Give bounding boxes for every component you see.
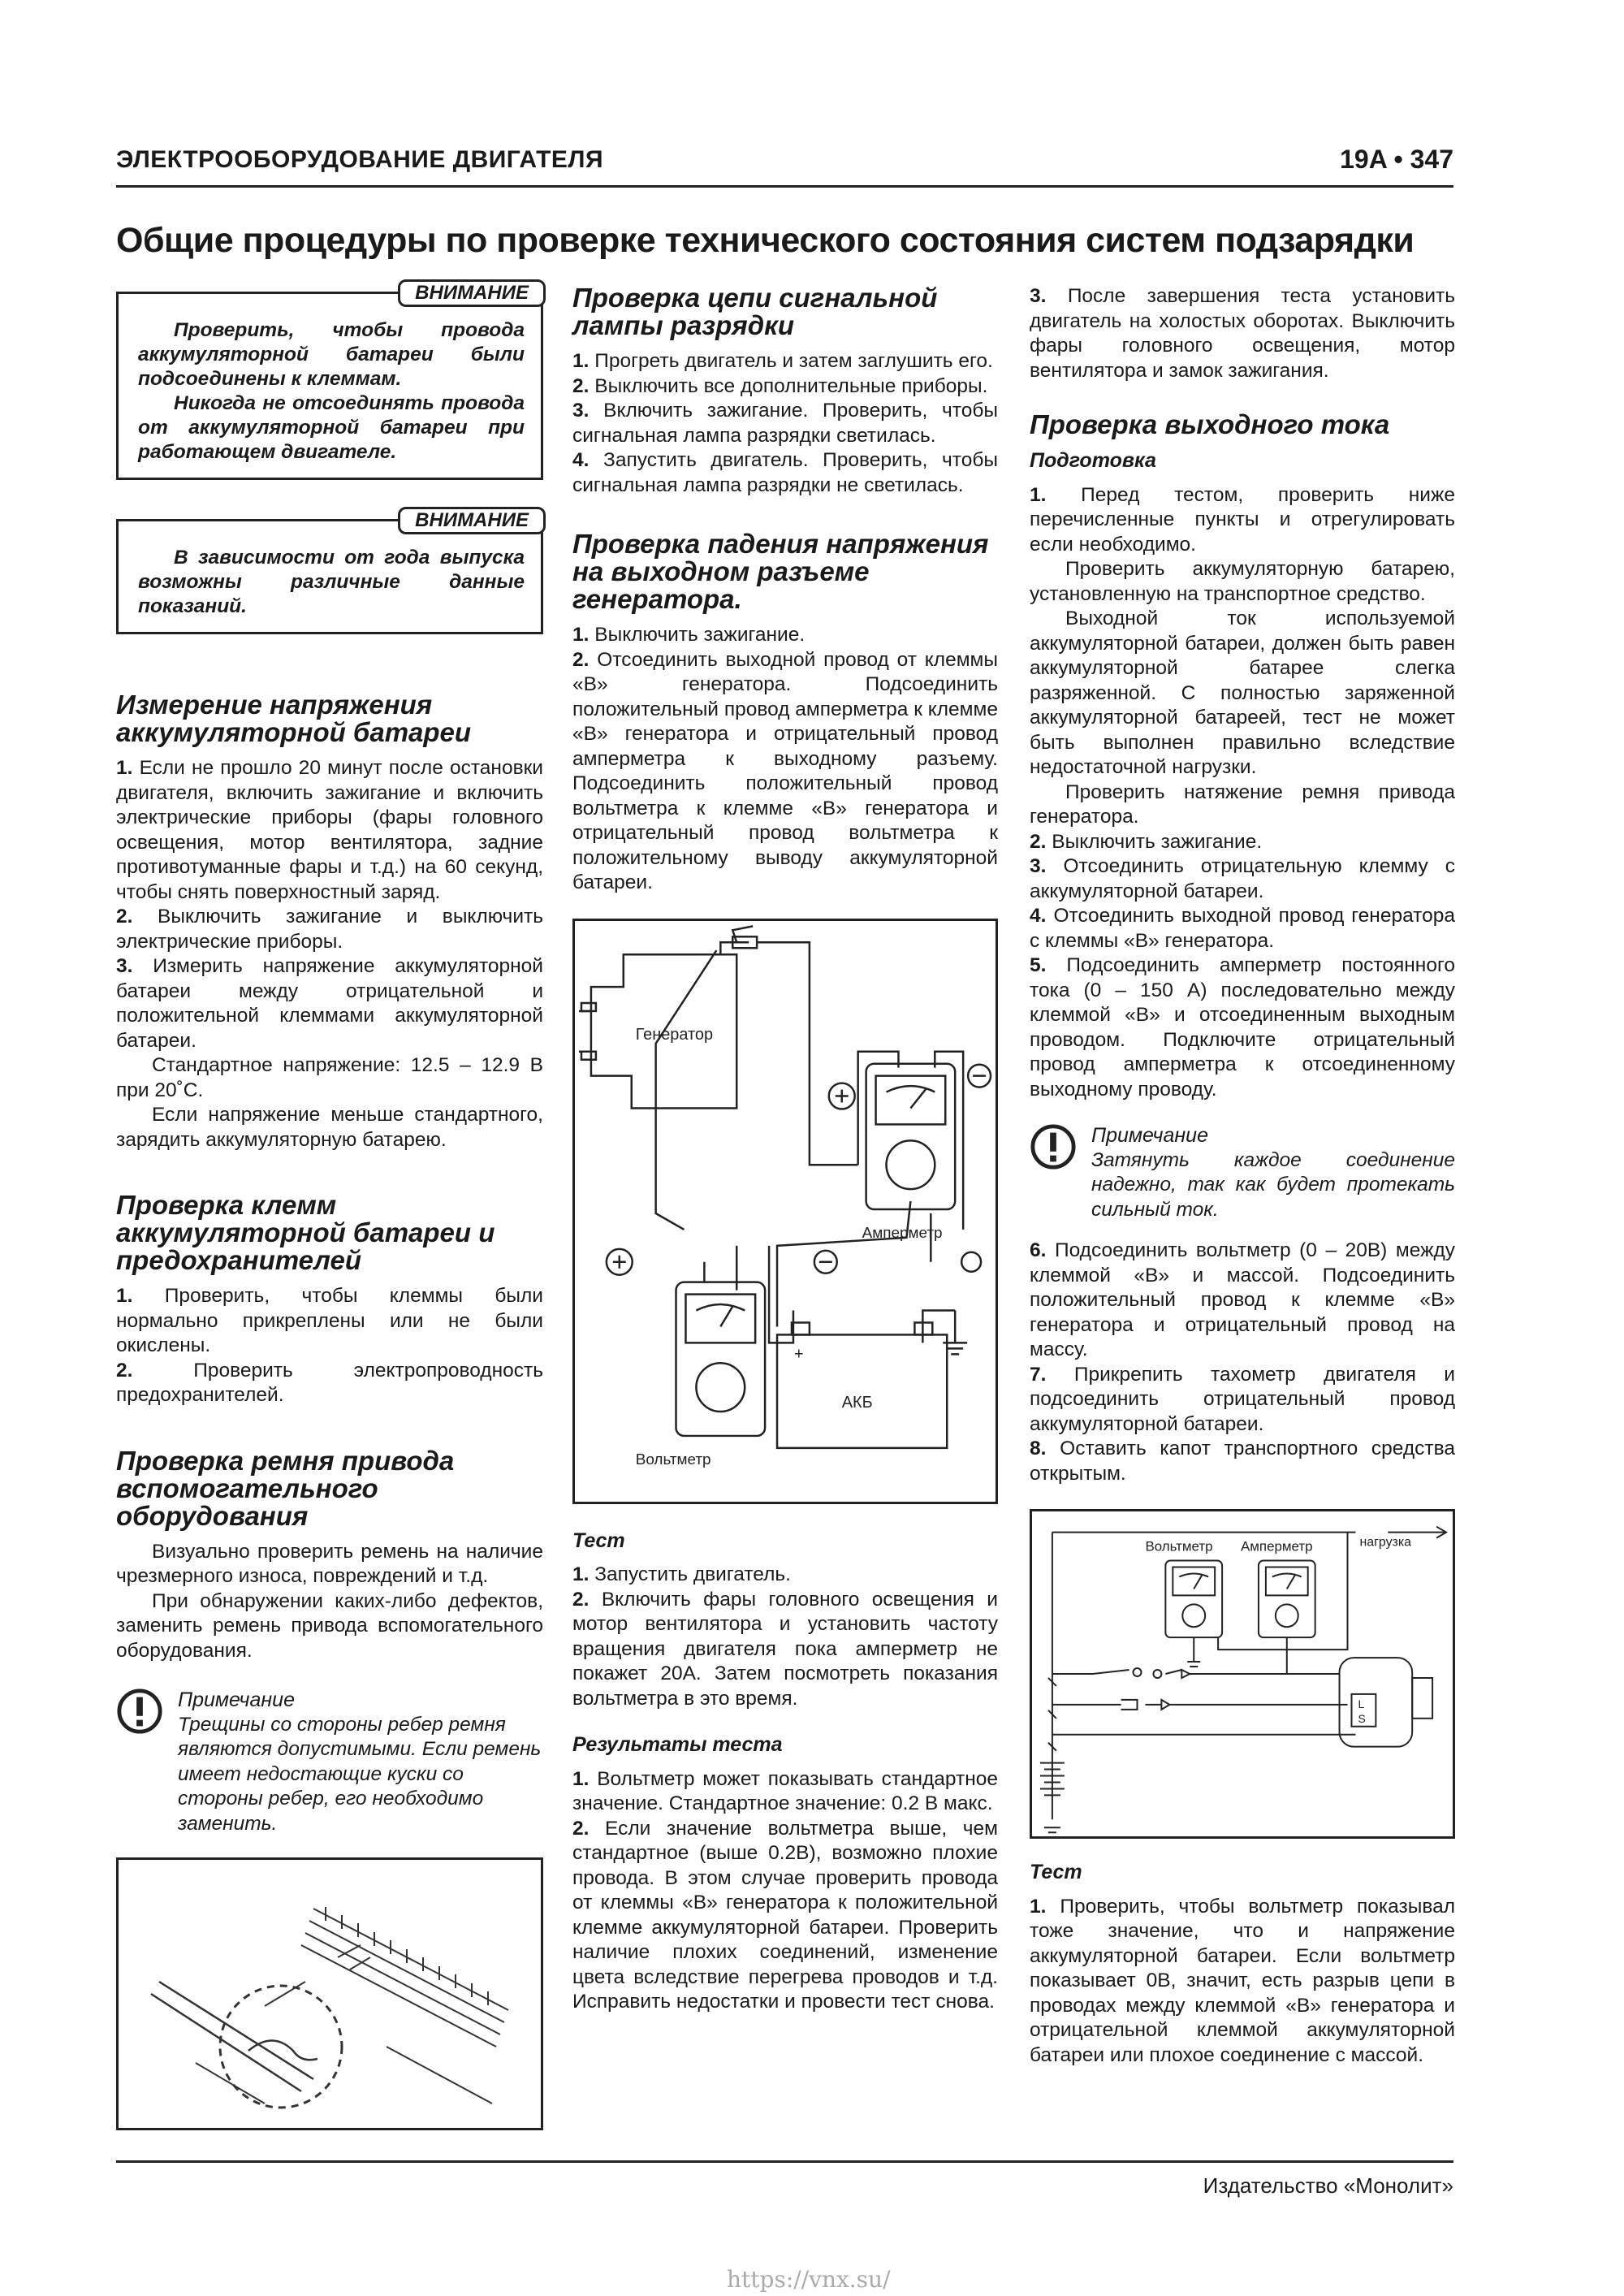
note-block: [1030, 1123, 1455, 1222]
list-item: 2. Выключить все дополнительные приборы.: [572, 374, 988, 397]
list-item: 2. Выключить зажигание и выключить электрические приборы.: [116, 906, 543, 953]
note-block: [116, 1688, 543, 1836]
list-item: 1. Вольтметр может показывать стандартное значение. Стандартное значение: 0.2 В макс.: [572, 1767, 998, 1814]
subheading: Подготовка: [1030, 449, 1156, 472]
list-item: 7. Прикрепить тахометр двигателя и подсоединить отрицательный провод аккумуляторной батареи.: [1030, 1363, 1455, 1435]
list-item: 2. Выключить зажигание.: [1030, 830, 1263, 853]
output-current-circuit-diagram: [1032, 1511, 1453, 1836]
list-item: 3. Включить зажигание. Проверить, чтобы сигнальная лампа разрядки светилась.: [572, 400, 998, 447]
battery-label: АКБ: [841, 1393, 873, 1412]
warning-box: [116, 509, 543, 634]
section-heading: Проверка цепи сигнальной лампы разрядки: [572, 283, 938, 340]
voltage-drop-circuit-figure: [572, 919, 998, 1504]
list-item: 1. Если не прошло 20 минут после остановки двигателя, включить зажигание и включить электрические приборы (фары головного освещения, мотор вентилятора, задние противотуманные фары и т.д.) на 60 секунд, чтобы снять поверхностный заряд.: [116, 757, 543, 903]
subheading: Результаты теста: [572, 1733, 783, 1756]
page-title: Общие процедуры по проверке технического состояния систем подзарядки: [116, 221, 1415, 260]
drive-belt-drawing: [119, 1860, 541, 2128]
battery-plus-sign: +: [793, 1344, 804, 1363]
generator-label: Генератор: [635, 1025, 714, 1044]
terminal-s-label: S: [1358, 1711, 1366, 1725]
list-item: 2. Если значение вольтметра выше, чем стандартное (выше 0.2В), возможно плохие провода. В этом случае проверить провода от клеммы «B» генератора к положительной клемме аккумуляторной батареи. Проверить наличие плохих соединений, изменение цвета вследствие перегрева проводов и т.д. Исправить недостатки и провести тест снова.: [572, 1817, 998, 2013]
list-item: 8. Оставить капот транспортного средства открытым.: [1030, 1438, 1455, 1485]
list-item: 2. Включить фары головного освещения и мотор вентилятора и установить частоту вращения двигателя пока амперметр не покажет 20A. Затем посмотреть показания вольтметра в это время.: [572, 1588, 998, 1710]
column-1: [116, 280, 543, 2130]
footer-rule: [116, 2160, 1453, 2163]
paragraph: Если напряжение меньше стандартного, зарядить аккумуляторную батарею.: [116, 1104, 543, 1151]
list-item: 4. Запустить двигатель. Проверить, чтобы сигнальная лампа разрядки не светилась.: [572, 449, 998, 496]
section-heading: Проверка ремня привода вспомогательного оборудования: [116, 1445, 455, 1531]
list-item: 3. После завершения теста установить двигатель на холостых оборотах. Выключить фары головного освещения, мотор вентилятора и замок зажигания.: [1030, 285, 1455, 382]
terminal-l-label: L: [1358, 1697, 1365, 1710]
watermark-url: https://vnx.su/: [727, 2266, 891, 2293]
voltage-drop-circuit-diagram: [575, 921, 996, 1502]
warning-text: Проверить, чтобы провода аккумуляторной батареи были подсоединены к клеммам.: [138, 319, 525, 390]
page-number: 19A • 347: [1340, 145, 1453, 174]
voltmeter-label: Вольтметр: [635, 1451, 711, 1468]
ammeter-label: Амперметр: [1241, 1538, 1313, 1554]
warning-text: В зависимости от года выпуска возможны различные данные показаний.: [138, 547, 525, 617]
load-label: нагрузка: [1359, 1535, 1412, 1550]
column-3: [1030, 284, 1455, 2068]
list-item: 1. Проверить, чтобы вольтметр показывал тоже значение, что и напряжение аккумуляторной батареи. Если вольтметр показывает 0В, значит, есть разрыв цепи в проводах между клеммой «B» генератора и отрицательной клеммой аккумуляторной батареи или плохое соединение с массой.: [1030, 1895, 1455, 2066]
list-item: 1. Перед тестом, проверить ниже перечисленные пункты и отрегулировать если необходимо.: [1030, 483, 1455, 556]
exclamation-icon: [116, 1688, 163, 1735]
belt-illustration: [116, 1857, 543, 2130]
ammeter-label: Амперметр: [862, 1224, 943, 1242]
list-item: 1. Прогреть двигатель и затем заглушить его.: [572, 350, 993, 372]
list-item: 3. Измерить напряжение аккумуляторной батареи между отрицательной и положительной клеммами аккумуляторной батареи.: [116, 955, 543, 1052]
list-item: 2. Проверить электропроводность предохранителей.: [116, 1359, 543, 1406]
warning-label: ВНИМАНИЕ: [398, 507, 546, 534]
note-text: Затянуть каждое соединение надежно, так как будет протекать сильный ток.: [1091, 1148, 1455, 1221]
paragraph: Выходной ток используемой аккумуляторной батареи, должен быть равен аккумуляторной батарее слегка разряженной. С полностью заряженной аккумуляторной батареей, тест не может быть выполнен правильно вследствие недостаточной нагрузки.: [1030, 608, 1455, 778]
subheading: Тест: [572, 1529, 625, 1552]
output-current-circuit-figure: [1030, 1509, 1455, 1839]
list-item: 3. Отсоединить отрицательную клемму с аккумуляторной батареи.: [1030, 855, 1455, 902]
section-heading: Проверка падения напряжения на выходном разъеме генератора.: [572, 529, 989, 614]
voltmeter-label: Вольтметр: [1145, 1538, 1213, 1554]
column-2: [572, 284, 998, 2015]
warning-label: ВНИМАНИЕ: [398, 279, 546, 307]
publisher-footer: Издательство «Монолит»: [1203, 2173, 1453, 2198]
list-item: 2. Отсоединить выходной провод от клеммы «B» генератора. Подсоединить положительный провод амперметра к клемме «B» генератора и отрицательный провод амперметра к выходному разъему. Подсоединить положительный провод вольтметра к клемме «B» генератора и отрицательный провод вольтметра к положительному выводу аккумуляторной батареи.: [572, 648, 999, 893]
note-heading: Примечание: [178, 1688, 295, 1711]
running-header-section: ЭЛЕКТРООБОРУДОВАНИЕ ДВИГАТЕЛЯ: [116, 146, 604, 173]
warning-box: [116, 282, 543, 480]
subheading: Тест: [1030, 1861, 1082, 1883]
paragraph: При обнаружении каких-либо дефектов, заменить ремень привода вспомогательного оборудования.: [116, 1589, 543, 1662]
section-heading: Измерение напряжения аккумуляторной батареи: [116, 690, 472, 747]
note-text: Трещины со стороны ребер ремня являются допустимыми. Если ремень имеет недостающие куски со стороны ребер, его необходимо заменить.: [178, 1713, 542, 1835]
header-rule: [116, 185, 1453, 188]
paragraph: Визуально проверить ремень на наличие чрезмерного износа, повреждений и т.д.: [116, 1540, 543, 1587]
section-heading: Проверка клемм аккумуляторной батареи и предохранителей: [116, 1190, 495, 1275]
paragraph: Проверить натяжение ремня привода генератора.: [1030, 780, 1455, 828]
warning-text: Никогда не отсоединять провода от аккумуляторной батареи при работающем двигателе.: [138, 392, 525, 463]
list-item: 1. Выключить зажигание.: [572, 624, 806, 646]
section-heading: Проверка выходного тока: [1030, 409, 1390, 439]
list-item: 6. Подсоединить вольтметр (0 – 20В) между клеммой «B» и массой. Подсоединить положительный провод к клемме «B» генератора и отрицательный провод на массу.: [1030, 1239, 1455, 1360]
list-item: 5. Подсоединить амперметр постоянного тока (0 – 150 A) последовательно между клеммой «B» и отсоединенным выходным проводом. Подключите отрицательный провод амперметра к отсоединенному выходному проводу.: [1030, 954, 1455, 1100]
list-item: 1. Запустить двигатель.: [572, 1563, 791, 1585]
exclamation-icon: [1030, 1123, 1077, 1170]
note-heading: Примечание: [1091, 1124, 1208, 1147]
list-item: 4. Отсоединить выходной провод генератора с клеммы «B» генератора.: [1030, 905, 1456, 952]
paragraph: Стандартное напряжение: 12.5 – 12.9 В при 20˚C.: [116, 1054, 543, 1101]
list-item: 1. Проверить, чтобы клеммы были нормально прикреплены или не были окислены.: [116, 1285, 543, 1356]
paragraph: Проверить аккумуляторную батарею, установленную на транспортное средство.: [1030, 558, 1455, 605]
